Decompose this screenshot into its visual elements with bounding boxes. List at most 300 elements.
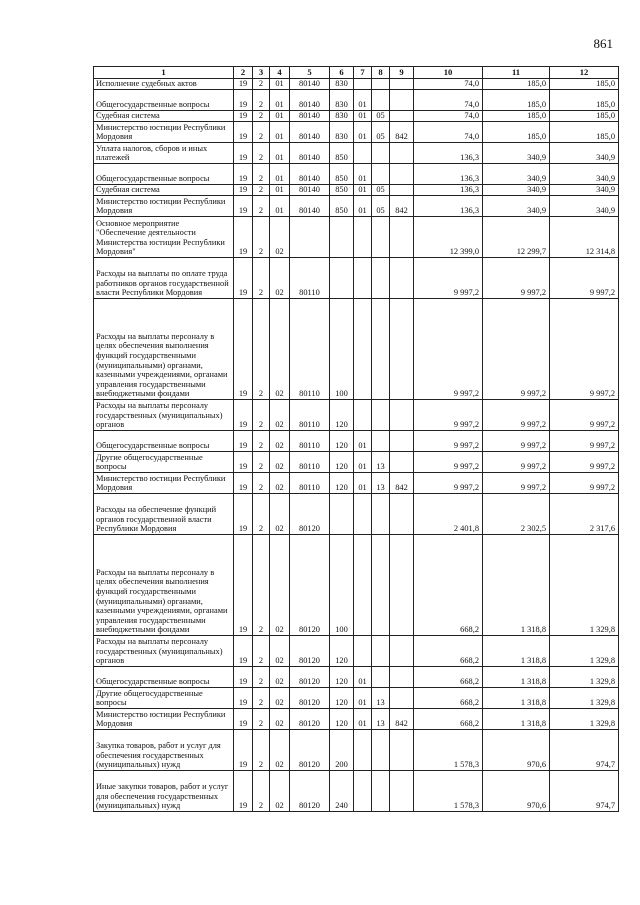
row-name-cell: Закупка товаров, работ и услуг для обеспечения государственных (муниципальных) нужд xyxy=(94,730,234,771)
code-cell: 120 xyxy=(330,636,354,667)
code-cell xyxy=(390,143,414,164)
code-cell: 2 xyxy=(253,452,270,473)
code-cell: 120 xyxy=(330,400,354,431)
code-cell xyxy=(390,494,414,535)
code-cell: 19 xyxy=(234,494,253,535)
table-row xyxy=(94,217,619,258)
code-cell xyxy=(354,494,372,535)
amount-cell: 9 997,2 xyxy=(414,258,483,299)
code-cell: 19 xyxy=(234,196,253,217)
code-cell: 80140 xyxy=(290,143,330,164)
table-row xyxy=(94,494,619,535)
code-cell: 13 xyxy=(372,709,390,730)
column-header: 1 xyxy=(94,67,234,79)
code-cell: 01 xyxy=(354,111,372,122)
row-name-cell: Уплата налогов, сборов и иных платежей xyxy=(94,143,234,164)
amount-cell: 9 997,2 xyxy=(483,431,550,452)
code-cell: 02 xyxy=(270,400,290,431)
code-cell: 01 xyxy=(354,90,372,111)
amount-cell: 185,0 xyxy=(483,90,550,111)
code-cell: 2 xyxy=(253,636,270,667)
code-cell xyxy=(354,400,372,431)
code-cell: 19 xyxy=(234,771,253,812)
code-cell xyxy=(354,730,372,771)
amount-cell: 9 997,2 xyxy=(483,299,550,400)
table-row xyxy=(94,122,619,143)
code-cell xyxy=(372,636,390,667)
code-cell xyxy=(330,217,354,258)
code-cell: 80110 xyxy=(290,431,330,452)
code-cell: 2 xyxy=(253,79,270,90)
code-cell: 80110 xyxy=(290,473,330,494)
amount-cell: 1 329,8 xyxy=(550,636,619,667)
amount-cell: 9 997,2 xyxy=(550,431,619,452)
row-name-cell: Расходы на выплаты персоналу государственных (муниципальных) органов xyxy=(94,400,234,431)
code-cell: 850 xyxy=(330,164,354,185)
code-cell: 80140 xyxy=(290,111,330,122)
amount-cell: 12 399,0 xyxy=(414,217,483,258)
amount-cell: 185,0 xyxy=(550,79,619,90)
table-row xyxy=(94,79,619,90)
code-cell: 2 xyxy=(253,90,270,111)
amount-cell: 340,9 xyxy=(483,143,550,164)
amount-cell: 668,2 xyxy=(414,636,483,667)
code-cell: 200 xyxy=(330,730,354,771)
code-cell: 2 xyxy=(253,164,270,185)
code-cell: 01 xyxy=(354,473,372,494)
code-cell: 2 xyxy=(253,667,270,688)
code-cell xyxy=(390,111,414,122)
code-cell xyxy=(390,217,414,258)
code-cell: 80110 xyxy=(290,400,330,431)
code-cell: 01 xyxy=(354,667,372,688)
amount-cell: 668,2 xyxy=(414,667,483,688)
row-name-cell: Расходы на выплаты персоналу в целях обеспечения выполнения функций государственными (муниципальными) органами, казенными учреждениями, органами управления государственными внебюджетными фондами xyxy=(94,535,234,636)
code-cell: 830 xyxy=(330,111,354,122)
code-cell: 80120 xyxy=(290,771,330,812)
amount-cell: 1 318,8 xyxy=(483,636,550,667)
amount-cell: 1 318,8 xyxy=(483,709,550,730)
code-cell: 100 xyxy=(330,535,354,636)
amount-cell: 136,3 xyxy=(414,196,483,217)
amount-cell: 340,9 xyxy=(550,196,619,217)
code-cell: 2 xyxy=(253,122,270,143)
code-cell: 02 xyxy=(270,258,290,299)
code-cell xyxy=(354,79,372,90)
amount-cell: 136,3 xyxy=(414,164,483,185)
code-cell: 120 xyxy=(330,709,354,730)
table-row xyxy=(94,185,619,196)
code-cell: 80110 xyxy=(290,258,330,299)
code-cell: 01 xyxy=(270,196,290,217)
code-cell: 2 xyxy=(253,494,270,535)
amount-cell: 9 997,2 xyxy=(483,473,550,494)
column-header: 4 xyxy=(270,67,290,79)
code-cell: 80140 xyxy=(290,79,330,90)
code-cell: 02 xyxy=(270,452,290,473)
code-cell: 02 xyxy=(270,473,290,494)
code-cell xyxy=(390,299,414,400)
amount-cell: 9 997,2 xyxy=(414,473,483,494)
amount-cell: 9 997,2 xyxy=(414,400,483,431)
code-cell xyxy=(390,79,414,90)
column-header: 12 xyxy=(550,67,619,79)
code-cell: 80140 xyxy=(290,185,330,196)
row-name-cell: Общегосударственные вопросы xyxy=(94,667,234,688)
code-cell: 19 xyxy=(234,473,253,494)
code-cell: 01 xyxy=(354,196,372,217)
column-header: 9 xyxy=(390,67,414,79)
code-cell: 850 xyxy=(330,143,354,164)
amount-cell: 185,0 xyxy=(550,90,619,111)
amount-cell: 9 997,2 xyxy=(414,452,483,473)
code-cell: 80120 xyxy=(290,636,330,667)
code-cell: 01 xyxy=(270,185,290,196)
code-cell xyxy=(354,143,372,164)
code-cell xyxy=(390,185,414,196)
column-header: 7 xyxy=(354,67,372,79)
code-cell: 830 xyxy=(330,90,354,111)
code-cell xyxy=(354,258,372,299)
row-name-cell: Общегосударственные вопросы xyxy=(94,164,234,185)
code-cell: 19 xyxy=(234,143,253,164)
code-cell: 850 xyxy=(330,185,354,196)
code-cell xyxy=(390,90,414,111)
code-cell: 120 xyxy=(330,667,354,688)
amount-cell: 970,6 xyxy=(483,730,550,771)
code-cell: 2 xyxy=(253,771,270,812)
code-cell: 2 xyxy=(253,299,270,400)
code-cell: 2 xyxy=(253,143,270,164)
code-cell xyxy=(290,217,330,258)
amount-cell: 185,0 xyxy=(483,79,550,90)
code-cell: 120 xyxy=(330,452,354,473)
code-cell: 80110 xyxy=(290,452,330,473)
code-cell: 01 xyxy=(270,111,290,122)
code-cell: 19 xyxy=(234,400,253,431)
code-cell: 80140 xyxy=(290,164,330,185)
code-cell: 13 xyxy=(372,688,390,709)
code-cell xyxy=(390,258,414,299)
amount-cell: 185,0 xyxy=(483,122,550,143)
code-cell: 2 xyxy=(253,431,270,452)
code-cell: 02 xyxy=(270,299,290,400)
code-cell: 842 xyxy=(390,196,414,217)
code-cell xyxy=(390,667,414,688)
budget-table xyxy=(93,66,619,812)
code-cell: 01 xyxy=(270,122,290,143)
code-cell: 02 xyxy=(270,730,290,771)
code-cell: 2 xyxy=(253,688,270,709)
row-name-cell: Основное мероприятие "Обеспечение деятельности Министерства юстиции Республики Мордовия" xyxy=(94,217,234,258)
amount-cell: 1 578,3 xyxy=(414,730,483,771)
code-cell: 01 xyxy=(270,79,290,90)
row-name-cell: Расходы на выплаты персоналу государственных (муниципальных) органов xyxy=(94,636,234,667)
amount-cell: 340,9 xyxy=(483,196,550,217)
amount-cell: 2 401,8 xyxy=(414,494,483,535)
code-cell: 2 xyxy=(253,535,270,636)
code-cell: 19 xyxy=(234,688,253,709)
table-row xyxy=(94,473,619,494)
code-cell: 850 xyxy=(330,196,354,217)
amount-cell: 340,9 xyxy=(483,164,550,185)
amount-cell: 1 318,8 xyxy=(483,535,550,636)
code-cell: 19 xyxy=(234,258,253,299)
amount-cell: 1 329,8 xyxy=(550,709,619,730)
code-cell xyxy=(390,452,414,473)
amount-cell: 2 302,5 xyxy=(483,494,550,535)
code-cell: 02 xyxy=(270,494,290,535)
code-cell: 13 xyxy=(372,473,390,494)
code-cell: 01 xyxy=(354,185,372,196)
amount-cell: 9 997,2 xyxy=(550,452,619,473)
amount-cell: 9 997,2 xyxy=(483,400,550,431)
amount-cell: 668,2 xyxy=(414,535,483,636)
row-name-cell: Общегосударственные вопросы xyxy=(94,431,234,452)
row-name-cell: Исполнение судебных актов xyxy=(94,79,234,90)
amount-cell: 974,7 xyxy=(550,771,619,812)
code-cell xyxy=(354,771,372,812)
code-cell: 830 xyxy=(330,122,354,143)
code-cell xyxy=(390,730,414,771)
amount-cell: 74,0 xyxy=(414,111,483,122)
amount-cell: 668,2 xyxy=(414,688,483,709)
row-name-cell: Судебная система xyxy=(94,111,234,122)
code-cell: 2 xyxy=(253,185,270,196)
code-cell xyxy=(390,400,414,431)
column-header: 8 xyxy=(372,67,390,79)
code-cell xyxy=(372,217,390,258)
amount-cell: 1 329,8 xyxy=(550,667,619,688)
row-name-cell: Расходы на выплаты персоналу в целях обеспечения выполнения функций государственными (муниципальными) органами, казенными учреждениями, органами управления государственными внебюджетными фондами xyxy=(94,299,234,400)
code-cell: 02 xyxy=(270,709,290,730)
amount-cell: 340,9 xyxy=(483,185,550,196)
table-row xyxy=(94,771,619,812)
code-cell xyxy=(390,431,414,452)
table-row xyxy=(94,667,619,688)
amount-cell: 9 997,2 xyxy=(550,258,619,299)
code-cell: 2 xyxy=(253,730,270,771)
code-cell: 120 xyxy=(330,688,354,709)
code-cell: 842 xyxy=(390,473,414,494)
code-cell: 01 xyxy=(354,122,372,143)
code-cell: 19 xyxy=(234,730,253,771)
row-name-cell: Иные закупки товаров, работ и услуг для обеспечения государственных (муниципальных) нужд xyxy=(94,771,234,812)
row-name-cell: Расходы на обеспечение функций органов государственной власти Республики Мордовия xyxy=(94,494,234,535)
code-cell: 842 xyxy=(390,709,414,730)
code-cell xyxy=(372,431,390,452)
code-cell: 2 xyxy=(253,709,270,730)
code-cell: 05 xyxy=(372,196,390,217)
code-cell: 830 xyxy=(330,79,354,90)
code-cell: 19 xyxy=(234,299,253,400)
code-cell xyxy=(372,299,390,400)
code-cell xyxy=(354,217,372,258)
code-cell: 80120 xyxy=(290,535,330,636)
code-cell: 80120 xyxy=(290,667,330,688)
code-cell xyxy=(372,494,390,535)
code-cell: 80120 xyxy=(290,494,330,535)
row-name-cell: Министерство юстиции Республики Мордовия xyxy=(94,709,234,730)
table-row xyxy=(94,636,619,667)
code-cell: 01 xyxy=(354,688,372,709)
amount-cell: 136,3 xyxy=(414,143,483,164)
code-cell xyxy=(390,688,414,709)
table-row xyxy=(94,111,619,122)
code-cell xyxy=(372,90,390,111)
code-cell: 19 xyxy=(234,164,253,185)
code-cell: 80120 xyxy=(290,709,330,730)
code-cell: 01 xyxy=(354,452,372,473)
row-name-cell: Судебная система xyxy=(94,185,234,196)
table-row xyxy=(94,535,619,636)
code-cell: 2 xyxy=(253,196,270,217)
code-cell: 05 xyxy=(372,111,390,122)
code-cell xyxy=(372,667,390,688)
amount-cell: 668,2 xyxy=(414,709,483,730)
code-cell xyxy=(372,400,390,431)
amount-cell: 9 997,2 xyxy=(550,473,619,494)
amount-cell: 970,6 xyxy=(483,771,550,812)
code-cell: 80140 xyxy=(290,196,330,217)
code-cell: 19 xyxy=(234,122,253,143)
code-cell: 2 xyxy=(253,111,270,122)
column-header: 11 xyxy=(483,67,550,79)
code-cell xyxy=(372,771,390,812)
code-cell xyxy=(372,143,390,164)
code-cell: 13 xyxy=(372,452,390,473)
code-cell xyxy=(354,535,372,636)
code-cell: 19 xyxy=(234,79,253,90)
code-cell: 80140 xyxy=(290,90,330,111)
amount-cell: 9 997,2 xyxy=(483,452,550,473)
code-cell: 19 xyxy=(234,217,253,258)
table-row xyxy=(94,730,619,771)
table-header-row xyxy=(94,67,619,79)
row-name-cell: Министерство юстиции Республики Мордовия xyxy=(94,196,234,217)
code-cell: 19 xyxy=(234,185,253,196)
code-cell: 240 xyxy=(330,771,354,812)
code-cell: 80110 xyxy=(290,299,330,400)
code-cell xyxy=(330,258,354,299)
code-cell xyxy=(354,299,372,400)
code-cell: 01 xyxy=(354,709,372,730)
code-cell: 842 xyxy=(390,122,414,143)
code-cell: 02 xyxy=(270,636,290,667)
amount-cell: 9 997,2 xyxy=(483,258,550,299)
page-number: 861 xyxy=(593,36,613,51)
code-cell: 2 xyxy=(253,400,270,431)
code-cell xyxy=(390,636,414,667)
code-cell: 01 xyxy=(270,164,290,185)
amount-cell: 74,0 xyxy=(414,79,483,90)
code-cell: 02 xyxy=(270,217,290,258)
code-cell: 80120 xyxy=(290,730,330,771)
code-cell: 01 xyxy=(270,143,290,164)
code-cell: 2 xyxy=(253,473,270,494)
amount-cell: 9 997,2 xyxy=(414,299,483,400)
amount-cell: 974,7 xyxy=(550,730,619,771)
code-cell: 02 xyxy=(270,667,290,688)
amount-cell: 136,3 xyxy=(414,185,483,196)
code-cell xyxy=(390,771,414,812)
code-cell xyxy=(372,730,390,771)
code-cell xyxy=(390,535,414,636)
code-cell xyxy=(372,258,390,299)
code-cell: 02 xyxy=(270,688,290,709)
code-cell: 2 xyxy=(253,217,270,258)
code-cell: 19 xyxy=(234,636,253,667)
code-cell: 19 xyxy=(234,709,253,730)
table-row xyxy=(94,688,619,709)
table-row xyxy=(94,299,619,400)
code-cell: 120 xyxy=(330,431,354,452)
amount-cell: 12 314,8 xyxy=(550,217,619,258)
table-row xyxy=(94,164,619,185)
code-cell: 100 xyxy=(330,299,354,400)
code-cell xyxy=(330,494,354,535)
code-cell: 02 xyxy=(270,771,290,812)
code-cell: 19 xyxy=(234,111,253,122)
amount-cell: 340,9 xyxy=(550,185,619,196)
table-row xyxy=(94,400,619,431)
table-row xyxy=(94,90,619,111)
code-cell: 80140 xyxy=(290,122,330,143)
row-name-cell: Расходы на выплаты по оплате труда работников органов государственной власти Республики Мордовия xyxy=(94,258,234,299)
amount-cell: 1 329,8 xyxy=(550,688,619,709)
code-cell: 05 xyxy=(372,122,390,143)
amount-cell: 185,0 xyxy=(483,111,550,122)
code-cell: 01 xyxy=(354,431,372,452)
amount-cell: 185,0 xyxy=(550,111,619,122)
code-cell xyxy=(372,535,390,636)
code-cell xyxy=(354,636,372,667)
code-cell: 19 xyxy=(234,431,253,452)
amount-cell: 1 578,3 xyxy=(414,771,483,812)
code-cell: 02 xyxy=(270,431,290,452)
code-cell: 19 xyxy=(234,535,253,636)
table-row xyxy=(94,258,619,299)
code-cell: 80120 xyxy=(290,688,330,709)
row-name-cell: Министерство юстиции Республики Мордовия xyxy=(94,122,234,143)
code-cell: 19 xyxy=(234,90,253,111)
amount-cell: 9 997,2 xyxy=(414,431,483,452)
code-cell: 01 xyxy=(354,164,372,185)
column-header: 5 xyxy=(290,67,330,79)
code-cell: 19 xyxy=(234,452,253,473)
code-cell: 01 xyxy=(270,90,290,111)
table-row xyxy=(94,452,619,473)
amount-cell: 74,0 xyxy=(414,122,483,143)
code-cell: 120 xyxy=(330,473,354,494)
amount-cell: 185,0 xyxy=(550,122,619,143)
code-cell xyxy=(372,164,390,185)
amount-cell: 9 997,2 xyxy=(550,400,619,431)
table-row xyxy=(94,143,619,164)
code-cell xyxy=(372,79,390,90)
column-header: 10 xyxy=(414,67,483,79)
amount-cell: 2 317,6 xyxy=(550,494,619,535)
amount-cell: 12 299,7 xyxy=(483,217,550,258)
code-cell: 19 xyxy=(234,667,253,688)
amount-cell: 74,0 xyxy=(414,90,483,111)
table-row xyxy=(94,196,619,217)
column-header: 2 xyxy=(234,67,253,79)
row-name-cell: Министерство юстиции Республики Мордовия xyxy=(94,473,234,494)
code-cell: 2 xyxy=(253,258,270,299)
amount-cell: 1 318,8 xyxy=(483,688,550,709)
table-row xyxy=(94,709,619,730)
